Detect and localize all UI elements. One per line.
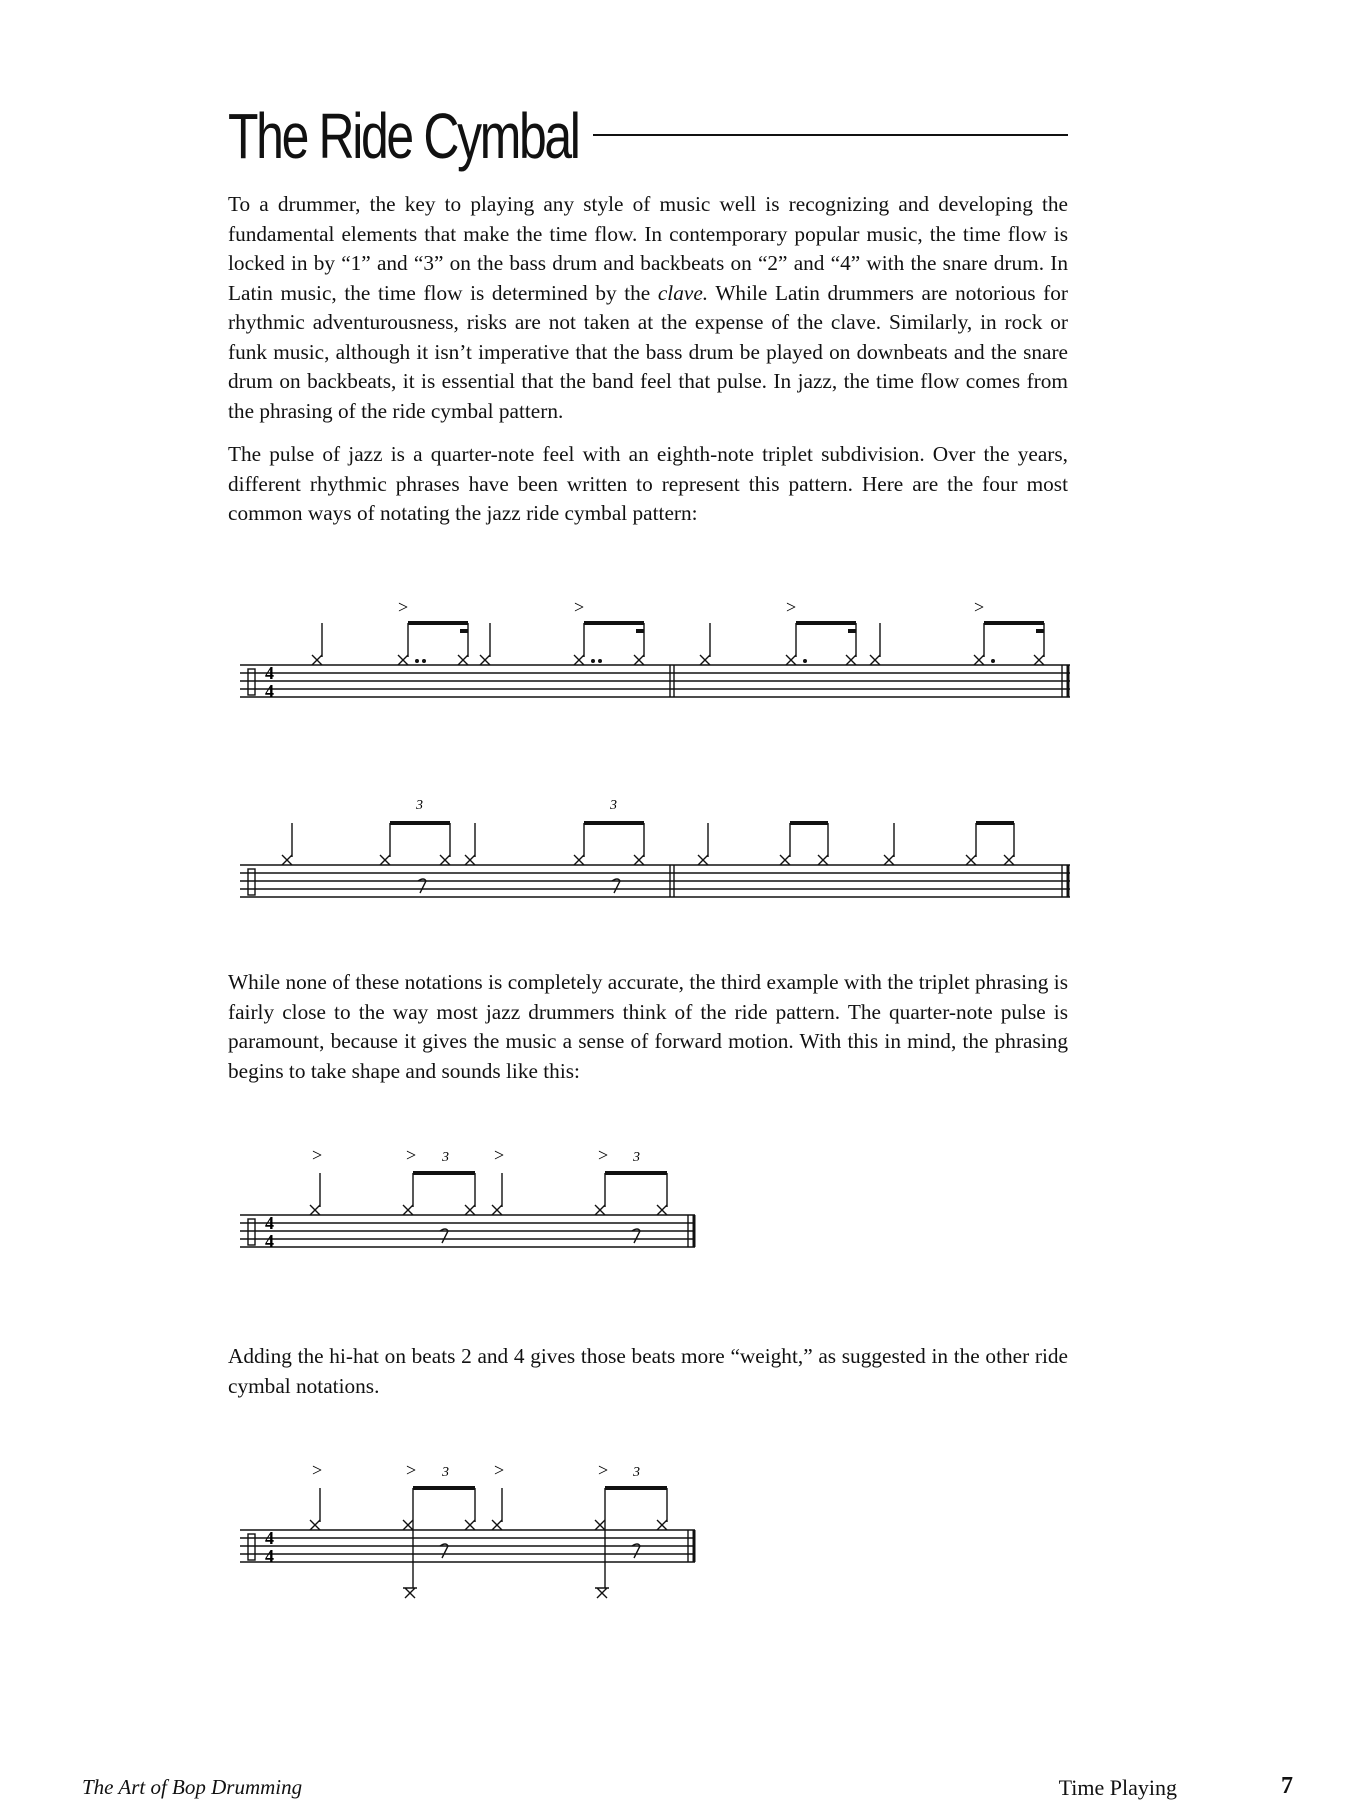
triplet-label: 3 (442, 1465, 449, 1480)
paragraph-triplet: While none of these notations is completely accurate, the third example with the triplet phrasing is fairly close to the way most jazz drummers think of the ride pattern. The quarter-note pulse is paramount, because it gives the music a sense of forward motion. With this in mind, the phrasing begins to take shape and sounds like this: (228, 970, 1068, 1083)
time-sig-top: 4 (265, 663, 274, 683)
time-sig-top: 4 (265, 1213, 274, 1233)
paragraph-pulse: The pulse of jazz is a quarter-note feel with an eighth-note triplet subdivision. Over the years, different rhythmic phrases have been written to represent this pattern. Here are the four most common ways of notating the jazz ride cymbal pattern: (228, 442, 1068, 525)
accent-mark: > (406, 1145, 417, 1165)
accent-mark: > (312, 1460, 323, 1480)
accent-mark: > (494, 1460, 505, 1480)
accent-mark: > (786, 597, 797, 617)
accent-mark: > (574, 597, 585, 617)
triplet-label: 3 (633, 1465, 640, 1480)
time-sig-bottom: 4 (265, 1546, 274, 1566)
staff-row2-svg (240, 795, 1080, 915)
title-row (228, 96, 1068, 176)
accent-mark: > (406, 1460, 417, 1480)
triplet-label: 3 (633, 1150, 640, 1165)
staff-hihat-svg (240, 1460, 720, 1610)
paragraph-hihat: Adding the hi-hat on beats 2 and 4 gives those beats more “weight,” as suggested in the other ride cymbal notations. (228, 1344, 1068, 1398)
notation-ride-pattern (240, 1145, 720, 1265)
accent-mark: > (598, 1460, 609, 1480)
paragraph-intro-b: While Latin drummers are notorious for rhythmic adventurousness, risks are not taken at the expense of the clave. Similarly, in rock or funk music, although it isn’t imperative that the bass drum be played on downbeats and the snare drum on backbeats, it is essential that the band feel that pulse. In jazz, the time flow comes from the phrasing of the ride cymbal pattern. (228, 280, 1069, 423)
footer-section: Time Playing (1058, 1775, 1177, 1800)
staff-row1-svg (240, 595, 1080, 715)
page-title: The Ride Cymbal (228, 100, 579, 172)
triplet-label: 3 (442, 1150, 449, 1165)
notation-four-patterns-row2 (240, 795, 1080, 915)
notation-four-patterns-row1 (240, 595, 1080, 715)
accent-mark: > (312, 1145, 323, 1165)
paragraph-intro-a: To a drummer, the key to playing any style of music well is recognizing and developing the fundamental elements that make the time flow. In contemporary popular music, the time flow is locked in by “1” and “3” on the bass drum and backbeats on “2” and “4” with the snare drum. In Latin music, the time flow is determined by the (228, 192, 1068, 305)
staff-ride-svg (240, 1145, 720, 1265)
time-sig-bottom: 4 (265, 1231, 274, 1251)
notation-ride-with-hihat (240, 1460, 720, 1610)
triplet-label: 3 (416, 798, 423, 813)
accent-mark: > (598, 1145, 609, 1165)
page-number: 7 (1281, 1773, 1293, 1799)
accent-mark: > (974, 597, 985, 617)
footer-book-title: The Art of Bop Drumming (82, 1775, 303, 1799)
triplet-label: 3 (610, 798, 617, 813)
time-sig-top: 4 (265, 1528, 274, 1548)
clave-term: clave. (657, 280, 709, 305)
paragraph-intro (228, 190, 1068, 426)
accent-mark: > (398, 597, 409, 617)
title-rule (593, 134, 1068, 136)
time-sig-bottom: 4 (265, 681, 274, 701)
accent-mark: > (494, 1145, 505, 1165)
